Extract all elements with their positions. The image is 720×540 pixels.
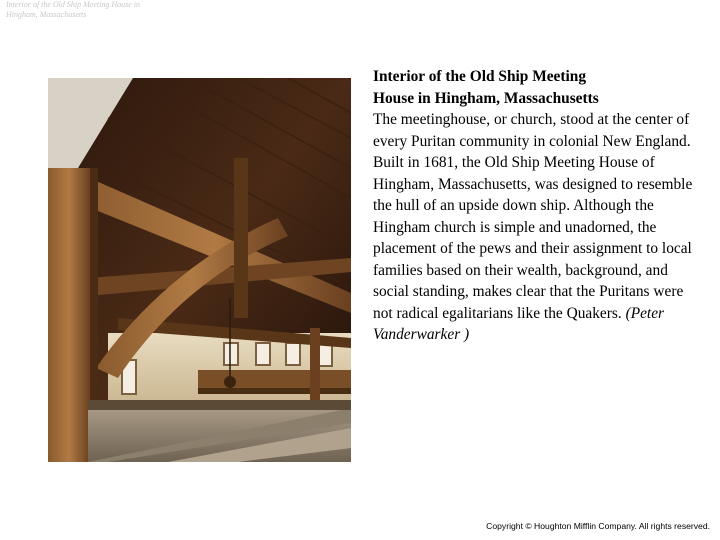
meetinghouse-interior-photo xyxy=(48,78,351,462)
photo-credit: (Peter Vanderwarker ) xyxy=(373,304,665,343)
copyright-notice: Copyright © Houghton Mifflin Company. All rights reserved. xyxy=(486,521,710,531)
caption-title-line-1: Interior of the Old Ship Meeting xyxy=(373,68,587,85)
header-caption-line-1: Interior of the Old Ship Meeting House in xyxy=(6,0,140,9)
header-caption xyxy=(6,0,166,20)
caption-title-line-2: House in Hingham, Massachusetts xyxy=(373,89,599,107)
header-caption-line-2: Hingham, Massachusetts xyxy=(6,10,87,19)
caption-text-block xyxy=(373,66,693,346)
caption-body: The meetinghouse, or church, stood at the center of every Puritan community in colonial New England. Built in 1681, the Old Ship Meeting House of Hingham, Massachusetts, was designed to resemble the hull of an upside down ship. Although the Hingham church is simple and unadorned, the placement of the pews and their assignment to local families based on their wealth, background, and social standing, makes clear that the Puritans were not radical egalitarians like the Quakers. xyxy=(373,111,693,322)
